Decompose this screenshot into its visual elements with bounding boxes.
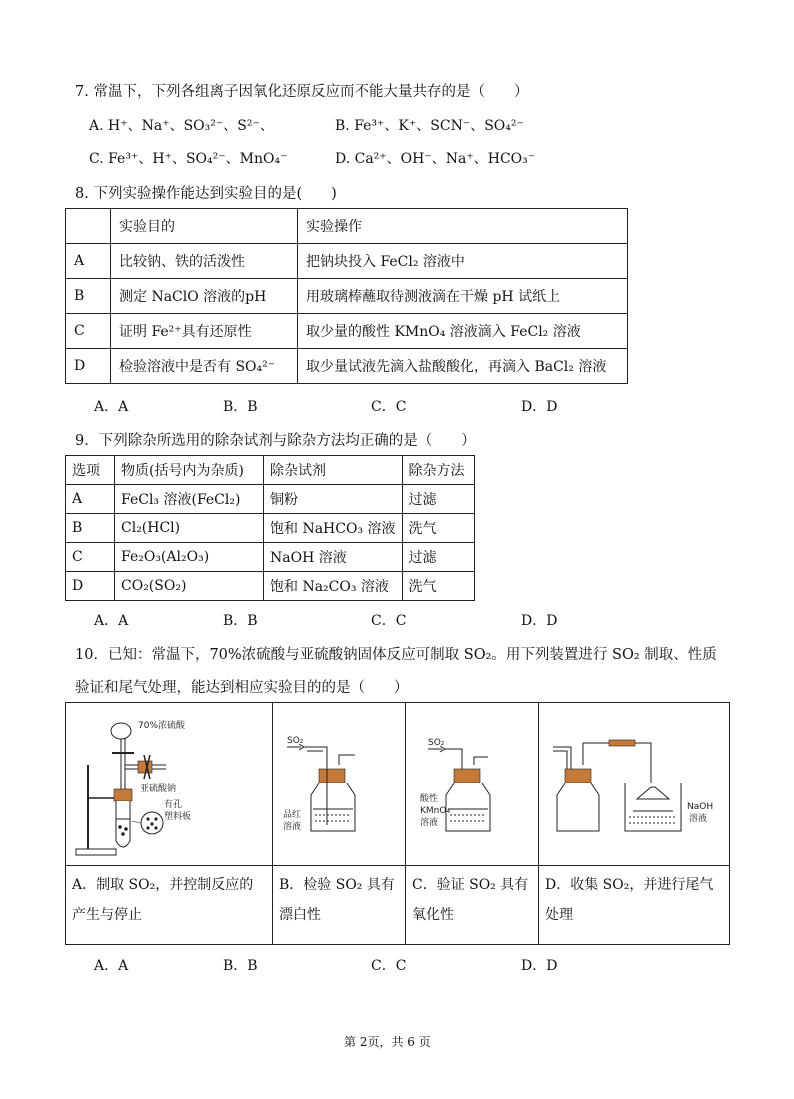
label-solution-b: 溶液 [283, 822, 302, 832]
table-cell: C [66, 314, 111, 349]
table-cell: Fe₂O₃(Al₂O₃) [115, 543, 264, 572]
table-cell: 用玻璃棒蘸取待测液滴在干燥 pH 试纸上 [298, 279, 628, 314]
label-solution-d: 溶液 [689, 814, 708, 824]
q9-option-b: B．B [223, 613, 258, 629]
table-cell: 取少量试液先滴入盐酸酸化，再滴入 BaCl₂ 溶液 [298, 349, 628, 384]
table-cell: 铜粉 [264, 485, 403, 514]
q10-option-d: D．D [521, 958, 558, 974]
table-cell: 证明 Fe²⁺具有还原性 [111, 314, 298, 349]
q7-option-d: D. Ca²⁺、OH⁻、Na⁺、HCO₃⁻ [335, 151, 536, 167]
caption-d: D．收集 SO₂，并进行尾气处理 [545, 877, 714, 923]
table-header-cell: 选项 [66, 456, 115, 485]
caption-cell-d [539, 866, 730, 945]
caption-row [66, 866, 730, 945]
caption-cell-b [273, 866, 406, 945]
apparatus-a-drawing [66, 703, 272, 865]
table-row [66, 572, 475, 601]
q10-stem-line2: 验证和尾气处理，能达到相应实验目的的是（ ） [75, 680, 409, 696]
q10-option-c: C．C [371, 958, 407, 974]
apparatus-b-drawing [273, 703, 405, 865]
q10-option-b: B．B [223, 958, 258, 974]
figure-cell-d [539, 703, 730, 866]
table-row [66, 244, 628, 279]
table-header-row [66, 209, 628, 244]
table-cell: A [66, 244, 111, 279]
table-header-row [66, 456, 475, 485]
label-kmno4: KMnO₄ [420, 806, 451, 816]
table-row [66, 314, 628, 349]
q9-stem: 9．下列除杂所选用的除杂试剂与除杂方法均正确的是（ ） [75, 433, 476, 449]
label-perforated: 有孔 [164, 800, 183, 810]
label-naoh: NaOH [687, 802, 714, 812]
table-cell: B [66, 279, 111, 314]
q10-stem-line1: 10．已知：常温下，70%浓硫酸与亚硫酸钠固体反应可制取 SO₂。用下列装置进行 SO₂ 制取、性质 [75, 647, 717, 663]
table-row [66, 543, 475, 572]
table-header-cell: 实验目的 [111, 209, 298, 244]
table-cell: 过滤 [402, 485, 474, 514]
table-row [66, 485, 475, 514]
table-header-cell [66, 209, 111, 244]
q8-option-c: C．C [371, 399, 407, 415]
table-cell: Cl₂(HCl) [115, 514, 264, 543]
table-cell: 把钠块投入 FeCl₂ 溶液中 [298, 244, 628, 279]
label-plastic-plate: 塑料板 [164, 812, 192, 822]
q10-apparatus-table [65, 702, 730, 945]
label-so2-inlet: SO₂ [287, 736, 304, 746]
table-cell: B [66, 514, 115, 543]
figure-cell-c [406, 703, 539, 866]
q7-stem: 7. 常温下，下列各组离子因氧化还原反应而不能大量共存的是（ ） [75, 84, 529, 100]
label-concentrated-acid: 70%浓硫酸 [138, 721, 186, 731]
table-cell: FeCl₃ 溶液(FeCl₂) [115, 485, 264, 514]
apparatus-c-drawing [406, 703, 538, 865]
caption-c: C．验证 SO₂ 具有氧化性 [412, 877, 529, 923]
table-cell: 洗气 [402, 572, 474, 601]
table-header-cell: 实验操作 [298, 209, 628, 244]
caption-cell-a [66, 866, 273, 945]
table-row [66, 514, 475, 543]
figure-row [66, 703, 730, 866]
table-row [66, 349, 628, 384]
q8-option-b: B．B [223, 399, 258, 415]
q9-option-a: A．A [94, 613, 129, 629]
table-cell: 检验溶液中是否有 SO₄²⁻ [111, 349, 298, 384]
q9-option-c: C．C [371, 613, 407, 629]
figure-cell-b [273, 703, 406, 866]
table-cell: C [66, 543, 115, 572]
q8-stem: 8. 下列实验操作能达到实验目的是( ) [75, 186, 337, 202]
label-magenta: 品红 [283, 810, 302, 820]
table-cell: 取少量的酸性 KMnO₄ 溶液滴入 FeCl₂ 溶液 [298, 314, 628, 349]
table-cell: D [66, 572, 115, 601]
label-solution-c: 溶液 [420, 818, 439, 828]
caption-b: B．检验 SO₂ 具有漂白性 [279, 877, 395, 923]
table-header-cell: 除杂方法 [402, 456, 474, 485]
q7-option-a: A. H⁺、Na⁺、SO₃²⁻、S²⁻、 [89, 118, 274, 134]
table-cell: A [66, 485, 115, 514]
table-header-cell: 除杂试剂 [264, 456, 403, 485]
q8-option-a: A．A [94, 399, 129, 415]
table-row [66, 279, 628, 314]
label-acidic: 酸性 [420, 794, 439, 804]
q7-option-b: B. Fe³⁺、K⁺、SCN⁻、SO₄²⁻ [335, 118, 524, 134]
table-cell: 饱和 Na₂CO₃ 溶液 [264, 572, 403, 601]
q7-option-c: C. Fe³⁺、H⁺、SO₄²⁻、MnO₄⁻ [89, 151, 288, 167]
label-so2-inlet-c: SO₂ [428, 738, 445, 748]
table-cell: 饱和 NaHCO₃ 溶液 [264, 514, 403, 543]
table-cell: CO₂(SO₂) [115, 572, 264, 601]
page-footer: 第 2页，共 6 页 [344, 1035, 431, 1049]
table-header-cell: 物质(括号内为杂质) [115, 456, 264, 485]
table-cell: 比较钠、铁的活泼性 [111, 244, 298, 279]
q8-option-d: D．D [521, 399, 558, 415]
table-cell: 洗气 [402, 514, 474, 543]
table-cell: 测定 NaClO 溶液的pH [111, 279, 298, 314]
q9-option-d: D．D [521, 613, 558, 629]
label-sodium-sulfite: 亚硫酸钠 [140, 784, 177, 794]
table-cell: 过滤 [402, 543, 474, 572]
table-cell: NaOH 溶液 [264, 543, 403, 572]
apparatus-d-drawing [539, 703, 729, 865]
table-cell: D [66, 349, 111, 384]
q8-table [65, 208, 628, 384]
figure-cell-a [66, 703, 273, 866]
q10-option-a: A．A [94, 958, 129, 974]
caption-a: A．制取 SO₂，并控制反应的产生与停止 [72, 877, 254, 923]
caption-cell-c [406, 866, 539, 945]
q9-table [65, 455, 475, 601]
